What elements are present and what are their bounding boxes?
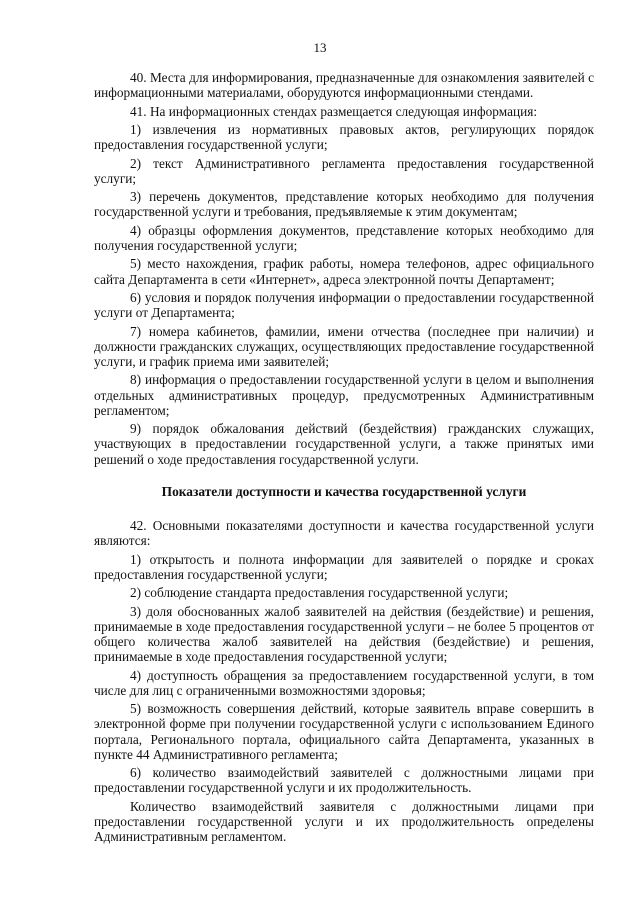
document-body bbox=[94, 70, 594, 848]
list-item-41-2: 2) текст Административного регламента предоставления государственной услуги; bbox=[94, 155, 594, 186]
list-item-41-9: 9) порядок обжалования действий (бездействия) гражданских служащих, участвующих в предоставлении государственной услуги, а также принятых ими решений о ходе предоставления государственной услуги. bbox=[94, 421, 594, 467]
section-heading: Показатели доступности и качества государственной услуги bbox=[161, 483, 527, 499]
closing-paragraph: Количество взаимодействий заявителя с должностными лицами при предоставлении государственной услуги и их продолжительность определены Административным регламентом. bbox=[94, 798, 594, 845]
list-item-41-1: 1) извлечения из нормативных правовых актов, регулирующих порядок предоставления государственной услуги; bbox=[94, 121, 594, 153]
page-number: 13 bbox=[313, 40, 327, 55]
paragraph-41: 41. На информационных стендах размещается следующая информация: bbox=[130, 103, 538, 119]
list-item-41-5: 5) место нахождения, график работы, номера телефонов, адрес официального сайта Департамента в сети «Интернет», адреса электронной почты Департамент; bbox=[94, 256, 594, 287]
list-item-42-5: 5) возможность совершения действий, которые заявитель вправе совершить в электронной форме при получении государственной услуги с использованием Единого портала, Регионального портала, официального сайта Департамента, указанных в пункте 44 Административного регламента; bbox=[94, 701, 594, 762]
list-item-41-8: 8) информация о предоставлении государственной услуги в целом и выполнения отдельных административных процедур, предусмотренных Административным регламентом; bbox=[94, 372, 594, 418]
list-item-41-3: 3) перечень документов, представление которых необходимо для получения государственной услуги и требования, предъявляемые к этим документам; bbox=[94, 189, 594, 220]
list-item-42-6: 6) количество взаимодействий заявителей с должностными лицами при предоставлении государственной услуги и их продолжительность. bbox=[94, 765, 594, 796]
paragraph-42: 42. Основными показателями доступности и качества государственной услуги являются: bbox=[94, 517, 594, 549]
list-item-42-4: 4) доступность обращения за предоставлением государственной услуги, в том числе для лиц с ограниченными возможностями здоровья; bbox=[94, 667, 594, 698]
paragraph-40: 40. Места для информирования, предназначенные для ознакомления заявителей с информационными материалами, оборудуются информационными стендами. bbox=[94, 70, 594, 101]
list-item-42-3: 3) доля обоснованных жалоб заявителей на действия (бездействие) и решения, принимаемые в ходе предоставления государственной услуги – не более 5 процентов от общего количества жалоб заявителей на действия (бездействие) и решения, принимаемые в ходе предоставления государственной услуги; bbox=[94, 603, 594, 665]
list-item-41-6: 6) условия и порядок получения информации о предоставлении государственной услуги от Департамента; bbox=[94, 289, 594, 321]
list-item-42-1: 1) открытость и полнота информации для заявителей о порядке и сроках предоставления государственной услуги; bbox=[94, 551, 594, 582]
quality-indicators-section bbox=[94, 518, 594, 844]
list-item-42-2: 2) соблюдение стандарта предоставления государственной услуги; bbox=[130, 585, 509, 601]
list-item-41-4: 4) образцы оформления документов, представление которых необходимо для получения государственной услуги; bbox=[94, 222, 594, 253]
info-stands-section bbox=[94, 70, 594, 467]
list-item-41-7: 7) номера кабинетов, фамилии, имени отчества (последнее при наличии) и должности гражданских служащих, осуществляющих предоставление государственной услуги, и график приема ими заявителей; bbox=[94, 323, 594, 369]
